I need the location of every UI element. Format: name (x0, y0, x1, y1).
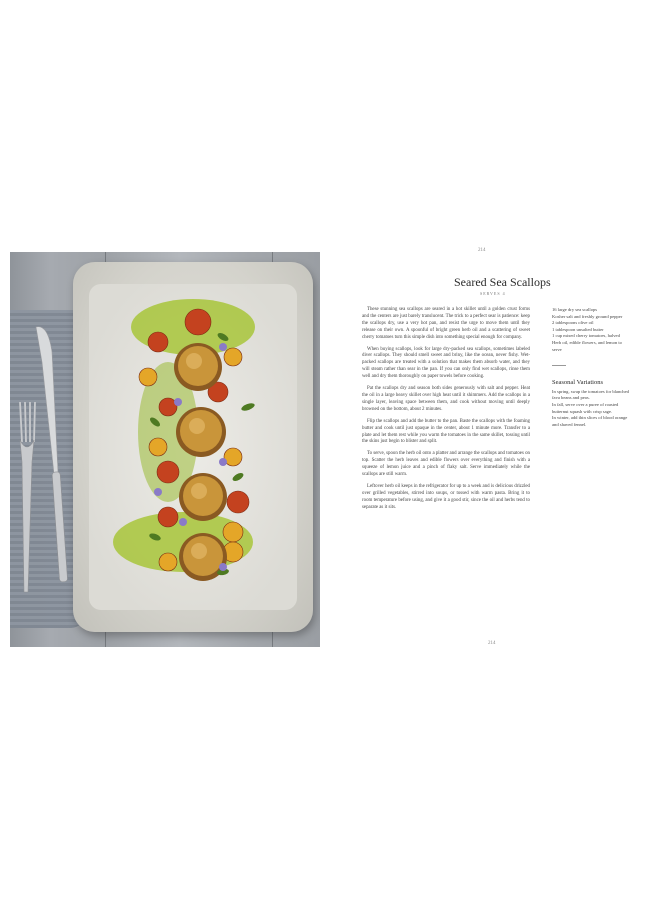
variation-title: Seasonal Variations (552, 379, 603, 387)
recipe-photo (10, 252, 320, 647)
cutlery-icon (18, 322, 78, 612)
variation-item: In spring, swap the tomatoes for blanched fava beans and peas. (552, 388, 629, 401)
recipe-serves: SERVES 4 (480, 291, 506, 296)
ingredient-line: 2 tablespoons olive oil (552, 320, 594, 326)
body-paragraph: These stunning sea scallops are seared in a hot skillet until a golden crust forms and the centers are just barely translucent. The trick to a perfect sear is patience: keep the scallops dry, use a very hot pan, and resist the urge to move them until they release on their own. A spoonful of bright green herb oil and a scattering of sweet cherry tomatoes turn this simple dish into something special enough for company. (362, 307, 530, 340)
recipe-sidebar (552, 307, 630, 428)
ingredient-line: 16 large dry sea scallops (552, 307, 598, 312)
serving-platter (73, 262, 313, 632)
ingredient-line: 1 cup mixed cherry tomatoes, halved (552, 333, 620, 339)
scallop-dish (73, 262, 313, 632)
body-paragraph: Leftover herb oil keeps in the refrigerator for up to a week and is delicious drizzled over grilled vegetables, stirred into soups, or tossed with warm pasta. Bring it to room temperature before using, and give it a good stir, since the oil and herbs tend to separate as it sits. (362, 483, 530, 510)
recipe-title: Seared Sea Scallops (454, 275, 551, 289)
variation-item: In fall, serve over a puree of roasted butternut squash with crisp sage. (552, 401, 619, 414)
body-paragraph: To serve, spoon the herb oil onto a platter and arrange the scallops and tomatoes on top. Scatter the herb leaves and edible flowers over everything and finish with a squeeze of lemon juice and a pinch of flaky salt. Serve immediately while the scallops are still warm. (362, 451, 530, 478)
ingredient-line: Kosher salt and freshly ground pepper (552, 313, 623, 319)
recipe-body (362, 307, 530, 517)
body-paragraph: Flip the scallops and add the butter to the pan. Baste the scallops with the foaming butter and cook until just opaque in the center, about 1 minute more. Transfer to a plate and let them rest while you warm the tomatoes in the same skillet, tossing until the skins just begin to blister and split. (362, 418, 530, 445)
page-number-bottom: 214 (488, 641, 496, 646)
ingredient-line: Herb oil, edible flowers, and lemon to serve (552, 339, 622, 352)
page-number-top: 214 (478, 248, 486, 253)
variation-item: In winter, add thin slices of blood orange and shaved fennel. (552, 415, 628, 427)
body-paragraph: Pat the scallops dry and season both sides generously with salt and pepper. Heat the oil in a large heavy skillet over high heat until it shimmers. Add the scallops in a single layer, leaving space between them, and cook without moving until deeply browned on the bottom, about 2 minutes. (362, 386, 530, 412)
body-paragraph: When buying scallops, look for large dry-packed sea scallops, sometimes labeled diver scallops. They should smell sweet and briny, like the ocean, never fishy. Wet-packed scallops are treated with a solution that makes them absorb water, and they will steam rather than sear in the pan. If you can only find wet scallops, rinse them well and dry them thoroughly on paper towels before cooking. (362, 346, 530, 380)
sidebar-divider (552, 365, 566, 366)
ingredient-line: 1 tablespoon unsalted butter (552, 326, 604, 332)
